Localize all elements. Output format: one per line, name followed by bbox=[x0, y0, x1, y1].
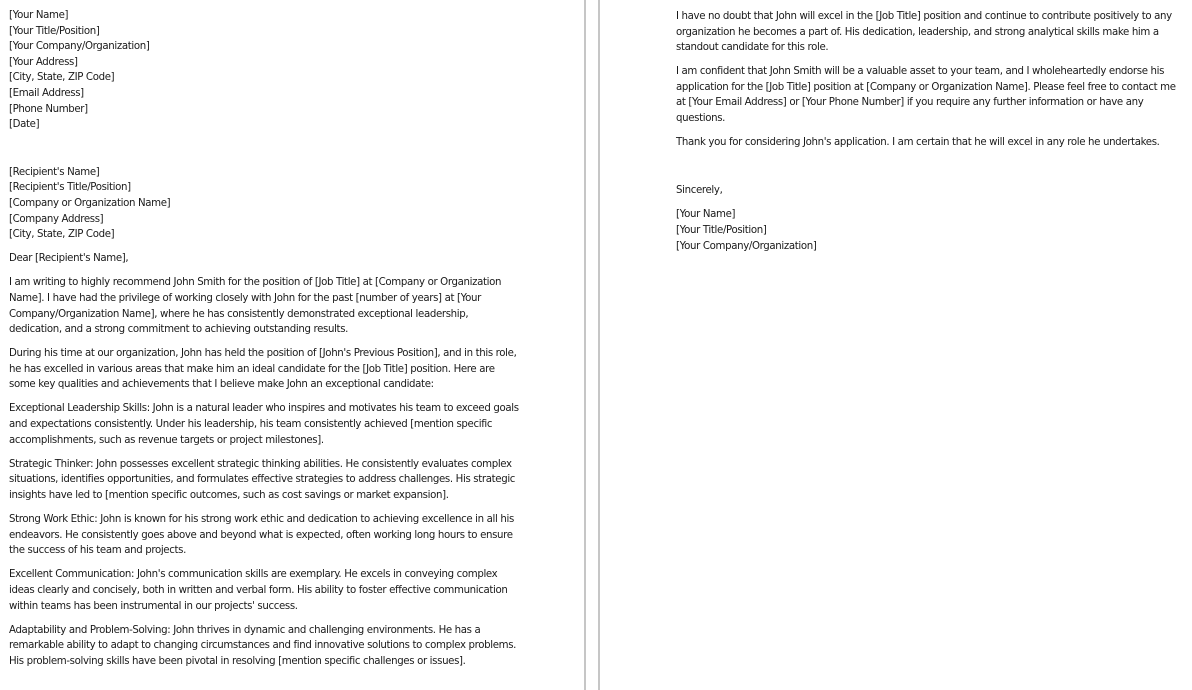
page-divider-right bbox=[598, 0, 600, 690]
salutation: Dear [Recipient's Name], bbox=[9, 253, 129, 265]
body-paragraph-endorse: I am confident that John Smith will be a valuable asset to your team, and I wholeheartedly endorse his application for the [Job Title] position at [Company or Organization Name]. Please feel free to contact me at [Your Email Address] or [Your Phone Number] if you require any further information or have any questions. bbox=[676, 66, 1176, 125]
sender-address: [Your Address] bbox=[9, 56, 78, 68]
body-paragraph-thanks: Thank you for considering John's application. I am certain that he will excel in any role he undertakes. bbox=[676, 137, 1160, 149]
quality-communication: Excellent Communication: John's communication skills are exemplary. He excels in conveying complex ideas clearly and concisely, both in written and verbal form. His ability to foster effective communication within teams has been instrumental in our projects' success. bbox=[9, 569, 508, 612]
recipient-address: [Company Address] bbox=[9, 213, 104, 225]
sender-company: [Your Company/Organization] bbox=[9, 41, 150, 53]
recipient-company: [Company or Organization Name] bbox=[9, 197, 171, 209]
body-paragraph-role: During his time at our organization, John has held the position of [John's Previous Position], and in this role, he has excelled in various areas that make him an ideal candidate for the [Job Title] position. Here are some key qualities and achievements that I believe make John an exceptional candidate: bbox=[9, 348, 517, 391]
document-page-right bbox=[676, 9, 1184, 690]
quality-adaptability: Adaptability and Problem-Solving: John thrives in dynamic and challenging environments. He has a remarkable ability to adapt to changing circumstances and find innovative solutions to complex problems. His problem-solving skills have been pivotal in resolving [mention specific challenges or issues]. bbox=[9, 624, 517, 667]
sender-phone: [Phone Number] bbox=[9, 103, 88, 115]
sender-email: [Email Address] bbox=[9, 87, 84, 99]
recipient-name: [Recipient's Name] bbox=[9, 166, 100, 178]
letter-date: [Date] bbox=[9, 119, 40, 131]
sender-address-block bbox=[9, 8, 519, 133]
signature-company: [Your Company/Organization] bbox=[676, 240, 817, 252]
sender-name: [Your Name] bbox=[9, 10, 69, 21]
recipient-address-block bbox=[9, 165, 519, 243]
quality-leadership: Exceptional Leadership Skills: John is a natural leader who inspires and motivates his team to exceed goals and expectations consistently. Under his leadership, his team consistently achieved [mention specific accomplishments, such as revenue targets or project milestones]. bbox=[9, 403, 519, 446]
sender-title: [Your Title/Position] bbox=[9, 25, 100, 37]
closing: Sincerely, bbox=[676, 185, 723, 197]
sender-city-state-zip: [City, State, ZIP Code] bbox=[9, 72, 115, 84]
document-page-left bbox=[9, 8, 519, 690]
recipient-city-state-zip: [City, State, ZIP Code] bbox=[9, 229, 115, 241]
quality-strategic-thinker: Strategic Thinker: John possesses excellent strategic thinking abilities. He consistently evaluates complex situations, identifies opportunities, and formulates effective strategies to address challenges. His strategic insights have led to [mention specific outcomes, such as cost savings or market expansion]. bbox=[9, 458, 516, 501]
signature-name: [Your Name] bbox=[676, 209, 736, 221]
signature-title: [Your Title/Position] bbox=[676, 224, 767, 236]
page-divider-left bbox=[584, 0, 586, 690]
quality-work-ethic: Strong Work Ethic: John is known for his strong work ethic and dedication to achieving excellence in all his endeavors. He consistently goes above and beyond what is expected, often working long hours to ensure the success of his team and projects. bbox=[9, 514, 514, 557]
body-paragraph-intro: I am writing to highly recommend John Smith for the position of [Job Title] at [Company or Organization Name]. I have had the privilege of working closely with John for the past [number of years] at [Your Company/Organization Name], where he has consistently demonstrated exceptional leadership, dedication, and a strong commitment to achieving outstanding results. bbox=[9, 277, 502, 336]
recipient-title: [Recipient's Title/Position] bbox=[9, 182, 131, 194]
signature-block bbox=[676, 207, 1184, 254]
body-paragraph-excel: I have no doubt that John will excel in the [Job Title] position and continue to contribute positively to any organization he becomes a part of. His dedication, leadership, and strong analytical skills make him a standout candidate for this role. bbox=[676, 11, 1172, 54]
